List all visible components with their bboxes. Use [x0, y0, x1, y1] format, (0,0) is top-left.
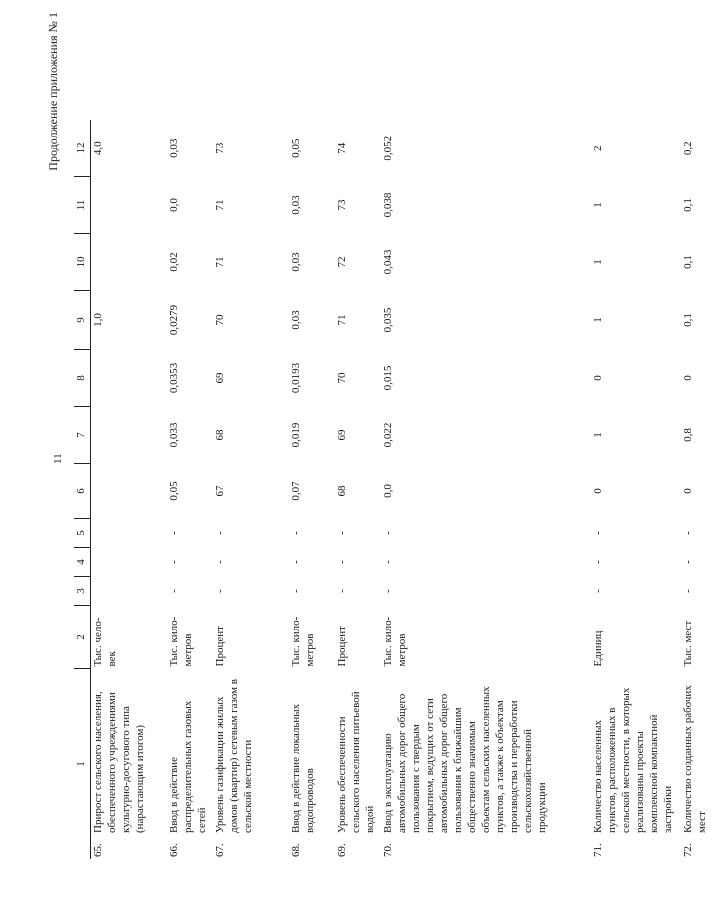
value-cell: 0,03	[289, 195, 302, 215]
indicators-table	[74, 120, 727, 859]
table-row	[91, 120, 167, 859]
col-header: 6	[74, 464, 91, 519]
row-number: 72.	[681, 843, 694, 857]
indicator-cell	[591, 669, 681, 860]
value-cell: -	[381, 560, 394, 564]
value-cell: -	[681, 560, 694, 564]
value-cell: 0,0279	[167, 304, 180, 336]
value-cell: 73	[213, 142, 226, 154]
row-number: 66.	[167, 843, 180, 857]
row-number: 70.	[381, 843, 394, 857]
value-cell: 67	[213, 485, 226, 497]
value-cell: -	[213, 589, 226, 593]
value-cell: 70	[335, 372, 348, 384]
value-cell: 0,043	[381, 249, 394, 275]
unit-cell: Процент	[335, 626, 348, 667]
value-cell: 0	[681, 488, 694, 494]
value-cell	[91, 234, 167, 291]
value-cell: 0,03	[289, 310, 302, 330]
unit-cell: Тыс. кило-метров	[381, 616, 408, 667]
value-cell: -	[289, 560, 302, 564]
value-cell: -	[591, 531, 604, 535]
indicator-cell	[91, 669, 167, 860]
value-cell: 0,02	[167, 252, 180, 272]
value-cell: -	[213, 560, 226, 564]
value-cell: 72	[335, 256, 348, 268]
row-number: 67.	[213, 843, 226, 857]
value-cell: 4,0	[92, 141, 104, 156]
value-cell: 70	[213, 314, 226, 326]
value-cell: 0,1	[681, 313, 694, 327]
col-header: 8	[74, 350, 91, 407]
value-cell	[91, 350, 167, 407]
value-cell: 0,0	[167, 198, 180, 212]
indicator-cell	[335, 669, 381, 860]
value-cell: 0,022	[381, 422, 394, 448]
unit-cell: Тыс. кило-метров	[167, 616, 194, 667]
value-cell: 0,019	[289, 422, 302, 448]
value-cell: 0,2	[681, 141, 694, 156]
value-cell: -	[681, 531, 694, 535]
value-cell: -	[213, 531, 226, 535]
value-cell: -	[167, 531, 180, 535]
indicator-name: Уровень газификации жилых домов (квартир) сетевым газом в сельской местности	[213, 679, 254, 833]
value-cell: 71	[335, 314, 348, 326]
unit-cell: Процент	[213, 626, 226, 667]
col-header: 9	[74, 291, 91, 350]
indicator-cell	[167, 669, 213, 860]
indicator-name: Уровень обеспеченности сельского населения питьевой водой	[335, 691, 376, 833]
value-cell: -	[335, 560, 348, 564]
value-cell: 0,1	[681, 255, 694, 269]
value-cell: 0,035	[381, 307, 394, 333]
value-cell: 0	[681, 375, 694, 381]
indicator-name: Количество населенных пунктов, расположенных в сельской местности, в которых реализованы проекты комплексной компактной застройки	[591, 687, 674, 833]
value-cell: 0,05	[167, 481, 180, 501]
table-row	[591, 120, 681, 859]
unit-cell: Единиц	[591, 630, 604, 667]
table-row	[681, 120, 727, 859]
value-cell: 0,015	[381, 365, 394, 391]
indicator-name: Ввод в действие локальных водопроводов	[289, 703, 316, 833]
value-cell: 1	[591, 432, 604, 438]
value-cell: -	[335, 531, 348, 535]
col-header: 4	[74, 548, 91, 577]
value-cell: 69	[213, 372, 226, 384]
col-header: 7	[74, 407, 91, 464]
row-number: 69.	[335, 843, 348, 857]
col-header: 3	[74, 577, 91, 606]
unit-cell: Тыс. чело-век	[92, 617, 118, 667]
value-cell: 0,0	[381, 484, 394, 498]
value-cell: -	[381, 531, 394, 535]
indicator-cell	[213, 669, 289, 860]
indicator-name: Количество созданных рабочих мест	[681, 685, 708, 833]
value-cell: 73	[335, 199, 348, 211]
value-cell: 0,1	[681, 198, 694, 212]
row-number: 65.	[92, 843, 104, 857]
value-cell: 71	[213, 256, 226, 268]
value-cell	[91, 519, 167, 548]
indicator-name: Прирост сельского населения, обеспеченного учреждениями культурно-досугового типа (нарастающим итогом)	[92, 691, 146, 833]
value-cell: -	[381, 589, 394, 593]
value-cell: 1	[591, 259, 604, 265]
value-cell: 68	[213, 429, 226, 441]
value-cell: 1	[591, 202, 604, 208]
value-cell: 0,03	[289, 252, 302, 272]
value-cell: 0,033	[167, 422, 180, 448]
table-row	[289, 120, 335, 859]
value-cell: -	[335, 589, 348, 593]
table-body	[91, 120, 727, 859]
indicator-cell	[289, 669, 335, 860]
table-row	[213, 120, 289, 859]
value-cell: 1	[591, 317, 604, 323]
value-cell: -	[591, 560, 604, 564]
value-cell	[91, 407, 167, 464]
value-cell: 0,8	[681, 428, 694, 442]
table-header-row	[74, 120, 91, 859]
value-cell: 69	[335, 429, 348, 441]
col-header: 2	[74, 606, 91, 669]
table-row	[381, 120, 591, 859]
col-header: 1	[74, 669, 91, 860]
value-cell: 0	[591, 375, 604, 381]
unit-cell: Тыс. мест	[681, 620, 694, 667]
value-cell: 1,0	[92, 313, 104, 327]
value-cell	[91, 548, 167, 577]
value-cell: 0,038	[381, 192, 394, 218]
col-header: 11	[74, 177, 91, 234]
value-cell: 71	[213, 199, 226, 211]
value-cell: 74	[335, 142, 348, 154]
value-cell: -	[167, 589, 180, 593]
value-cell: 0,0193	[289, 362, 302, 394]
indicator-name: Ввод в действие распределительных газовых сетей	[167, 700, 208, 833]
value-cell: -	[167, 560, 180, 564]
value-cell: 68	[335, 485, 348, 497]
page-number: 11	[52, 453, 64, 464]
value-cell: 0,052	[381, 135, 394, 161]
value-cell: 0,0353	[167, 362, 180, 394]
unit-cell: Тыс. кило-метров	[289, 616, 316, 667]
table-row	[167, 120, 213, 859]
value-cell	[91, 577, 167, 606]
value-cell	[91, 177, 167, 234]
row-number: 71.	[591, 843, 604, 857]
row-number: 68.	[289, 843, 302, 857]
indicator-name: Ввод в эксплуатацию автомобильных дорог общего пользования с твердым покрытием, ведущих от сети автомобильных дорог общего пользования к ближайшим общественно значимым объектам сельских населенных пунктов, а также к объектам производства и переработки сельскохозяйственной продукции	[381, 686, 548, 833]
value-cell: -	[681, 589, 694, 593]
value-cell: -	[591, 589, 604, 593]
col-header: 10	[74, 234, 91, 291]
col-header: 5	[74, 519, 91, 548]
table-row	[335, 120, 381, 859]
value-cell	[91, 464, 167, 519]
value-cell: 0,05	[289, 138, 302, 158]
value-cell: -	[289, 589, 302, 593]
value-cell: -	[289, 531, 302, 535]
continuation-label: Продолжение приложения № 1	[46, 12, 60, 171]
col-header: 12	[74, 120, 91, 177]
value-cell: 2	[591, 145, 604, 151]
value-cell: 0,07	[289, 481, 302, 501]
value-cell: 0	[591, 488, 604, 494]
indicator-cell	[681, 669, 727, 860]
indicator-cell	[381, 669, 591, 860]
value-cell: 0,03	[167, 138, 180, 158]
